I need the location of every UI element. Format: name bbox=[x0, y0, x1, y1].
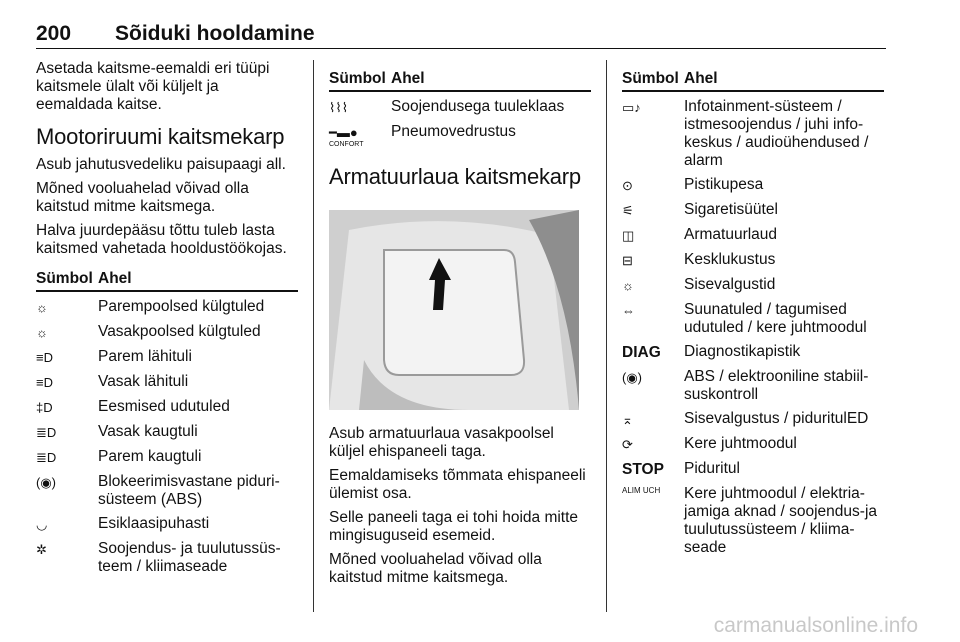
circuit-label: Sisevalgustus / piduritulED bbox=[684, 410, 869, 427]
circuit-label: Blokeerimisvastane piduri-süsteem (ABS) bbox=[98, 473, 280, 508]
pneumatic-icon: ━▬● CONFORT bbox=[329, 123, 391, 142]
circuit-label: Parem kaugtuli bbox=[98, 448, 202, 465]
table-row bbox=[36, 423, 298, 442]
section-title: Armatuurlaua kaitsmekarp bbox=[329, 164, 581, 189]
low-beam-icon: ≡D bbox=[36, 350, 53, 365]
circuit-label: Infotainment-süsteem / istmesoojendus / juhi info-keskus / audioühendused / alarm bbox=[684, 98, 869, 169]
watermark: carmanualsonline.info bbox=[713, 614, 918, 637]
right-side-light-icon: ☼ bbox=[36, 300, 48, 315]
col-circuit-header: Ahel bbox=[684, 70, 718, 87]
table-row bbox=[622, 251, 884, 270]
circuit-label: Kere juhtmoodul / elektria-jamiga aknad / soojendus-ja tuulutussüsteem / kliima-seade bbox=[684, 485, 878, 556]
table-row bbox=[622, 460, 884, 479]
high-beam-icon: ≣D bbox=[36, 425, 57, 440]
table-row bbox=[36, 323, 298, 342]
table-row bbox=[329, 123, 591, 148]
cigarette-lighter-icon: ⚟ bbox=[622, 203, 634, 218]
low-beam-icon: ≡D bbox=[36, 375, 53, 390]
fuse-table bbox=[36, 264, 298, 576]
paragraph: Mõned vooluahelad võivad olla kaitstud mitme kaitsmega. bbox=[36, 180, 249, 215]
circuit-label: Kesklukustus bbox=[684, 251, 776, 268]
section-title: Mootoriruumi kaitsmekarp bbox=[36, 124, 285, 149]
interior-lighting-icon: ⌅ bbox=[622, 412, 633, 427]
infotainment-icon: ▭♪ bbox=[622, 100, 641, 115]
paragraph: Mõned vooluahelad võivad olla kaitstud mitme kaitsmega. bbox=[329, 551, 542, 586]
paragraph: Halva juurdepääsu tõttu tuleb lasta kaitsmed vahetada hooldustöökojas. bbox=[36, 222, 287, 257]
table-row bbox=[622, 98, 884, 170]
column-3 bbox=[622, 60, 884, 557]
page-header bbox=[36, 0, 886, 49]
table-row bbox=[622, 301, 884, 337]
col-circuit-header: Ahel bbox=[391, 70, 425, 87]
table-row bbox=[36, 540, 298, 576]
heated-windshield-icon: ⌇⌇⌇ bbox=[329, 100, 349, 115]
col-symbol-header: Sümbol bbox=[36, 270, 93, 287]
table-header bbox=[36, 264, 298, 292]
paragraph: Selle paneeli taga ei tohi hoida mitte mingisuguseid esemeid. bbox=[329, 509, 579, 544]
symbol-caption: CONFORT bbox=[329, 141, 364, 148]
circuit-label: Sisevalgustid bbox=[684, 276, 776, 293]
circuit-label: Parem lähituli bbox=[98, 348, 192, 365]
circuit-label: Vasak lähituli bbox=[98, 373, 189, 390]
table-row bbox=[622, 343, 884, 362]
col-circuit-header: Ahel bbox=[98, 270, 132, 287]
table-row bbox=[622, 435, 884, 454]
paragraph: Eemaldamiseks tõmmata ehispaneeli ülemist osa. bbox=[329, 467, 586, 502]
high-beam-icon: ≣D bbox=[36, 450, 57, 465]
circuit-label: Diagnostikapistik bbox=[684, 343, 801, 360]
table-header bbox=[622, 64, 884, 92]
table-row bbox=[622, 226, 884, 245]
circuit-label: Eesmised udutuled bbox=[98, 398, 230, 415]
table-row bbox=[36, 448, 298, 467]
page-title: Sõiduki hooldamine bbox=[115, 22, 315, 45]
fuse-panel-photo bbox=[329, 210, 579, 410]
symbol-label: DIAG bbox=[622, 344, 661, 361]
circuit-label: Kere juhtmoodul bbox=[684, 435, 797, 452]
interior-light-icon: ☼ bbox=[622, 278, 634, 293]
circuit-label: ABS / elektrooniline stabiil-suskontroll bbox=[684, 368, 869, 403]
table-row bbox=[622, 176, 884, 195]
circuit-label: Soojendus- ja tuulutussüs-teem / kliimaseade bbox=[98, 540, 281, 575]
paragraph: Asub jahutusvedeliku paisupaagi all. bbox=[36, 156, 286, 173]
table-row bbox=[622, 485, 884, 557]
circuit-label: Soojendusega tuuleklaas bbox=[391, 98, 565, 115]
circuit-label: Parempoolsed külgtuled bbox=[98, 298, 265, 315]
table-row bbox=[329, 98, 591, 117]
circuit-label: Suunatuled / tagumised udutuled / kere juhtmoodul bbox=[684, 301, 867, 336]
page-number: 200 bbox=[36, 22, 72, 45]
fuse-table bbox=[622, 64, 884, 557]
abs-icon: (◉) bbox=[622, 370, 643, 385]
left-side-light-icon: ☼ bbox=[36, 325, 48, 340]
circuit-label: Piduritul bbox=[684, 460, 740, 477]
central-lock-icon: ⊟ bbox=[622, 253, 633, 268]
circuit-label: Vasakpoolsed külgtuled bbox=[98, 323, 261, 340]
circuit-label: Esiklaasipuhasti bbox=[98, 515, 210, 532]
symbol-label: STOP bbox=[622, 461, 664, 478]
table-row bbox=[36, 398, 298, 417]
table-row bbox=[622, 410, 884, 429]
table-row bbox=[36, 473, 298, 509]
front-fog-light-icon: ‡D bbox=[36, 400, 53, 415]
table-row bbox=[622, 368, 884, 404]
table-row bbox=[36, 348, 298, 367]
circuit-label: Armatuurlaud bbox=[684, 226, 778, 243]
abs-icon: (◉) bbox=[36, 475, 57, 490]
fan-icon: ✲ bbox=[36, 542, 47, 557]
column-2 bbox=[329, 60, 591, 593]
column-1 bbox=[36, 60, 298, 576]
table-row bbox=[622, 201, 884, 220]
washer-icon: ◡ bbox=[36, 517, 48, 532]
table-row bbox=[36, 298, 298, 317]
circuit-label: Pneumovedrustus bbox=[391, 123, 516, 140]
column-divider bbox=[313, 60, 314, 612]
body-module-icon: ⟳ bbox=[622, 437, 633, 452]
symbol-label: ALIM UCH bbox=[622, 486, 661, 495]
table-row bbox=[36, 373, 298, 392]
circuit-label: Vasak kaugtuli bbox=[98, 423, 198, 440]
col-symbol-header: Sümbol bbox=[329, 70, 386, 87]
socket-icon: ⊙ bbox=[622, 178, 633, 193]
column-divider bbox=[606, 60, 607, 612]
table-header bbox=[329, 64, 591, 92]
col-symbol-header: Sümbol bbox=[622, 70, 679, 87]
instrument-panel-icon: ◫ bbox=[622, 228, 635, 243]
intro-paragraph: Asetada kaitsme-eemaldi eri tüüpi kaitsmele ülalt või küljelt ja eemaldada kaitse. bbox=[36, 60, 270, 113]
fuse-table bbox=[329, 64, 591, 148]
turn-signal-icon: ⇔ bbox=[622, 303, 635, 318]
circuit-label: Pistikupesa bbox=[684, 176, 764, 193]
paragraph: Asub armatuurlaua vasakpoolsel küljel ehispaneeli taga. bbox=[329, 425, 554, 460]
table-row bbox=[36, 515, 298, 534]
circuit-label: Sigaretisüütel bbox=[684, 201, 778, 218]
table-row bbox=[622, 276, 884, 295]
